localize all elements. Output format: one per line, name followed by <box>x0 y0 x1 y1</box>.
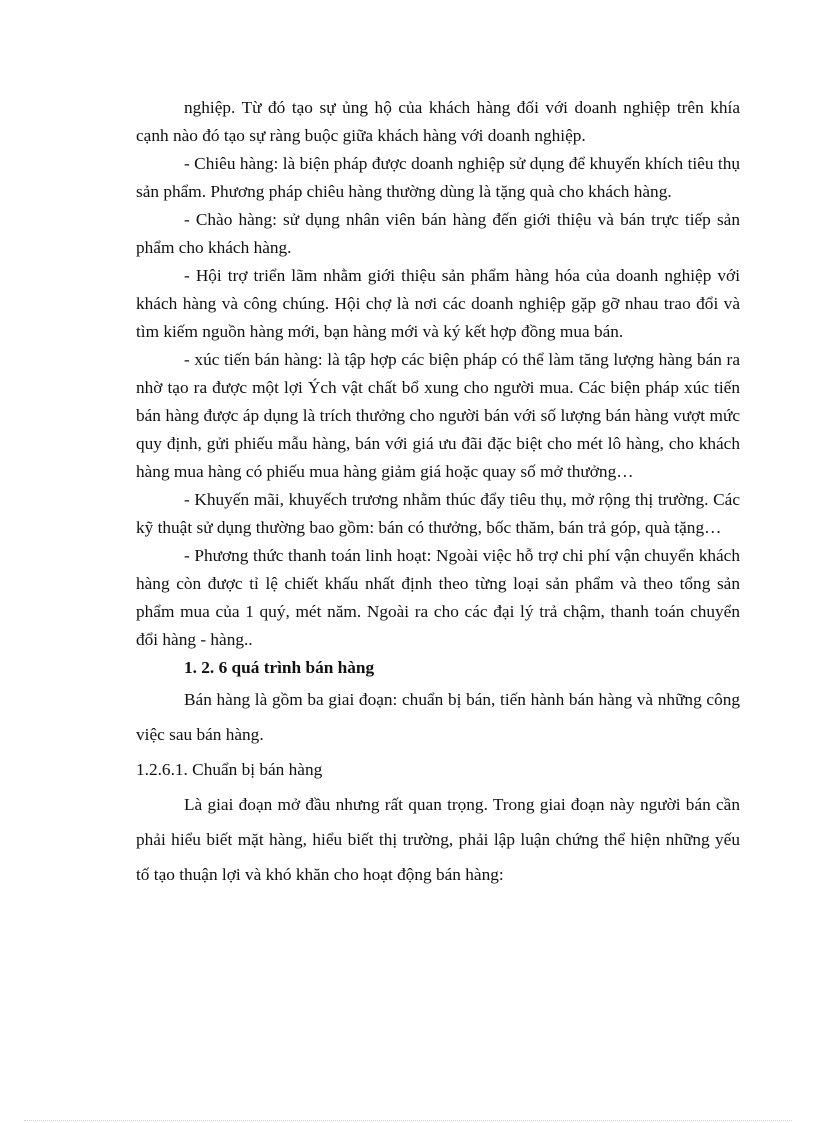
section-heading: 1. 2. 6 quá trình bán hàng <box>184 658 375 677</box>
paragraph-khuyen-mai: - Khuyến mãi, khuyếch trương nhằm thúc đẩy tiêu thụ, mở rộng thị trường. Các kỹ thuật sử dụng thường bao gồm: bán có thưởng, bốc thăm, bán trả góp, quà tặng… <box>136 490 740 537</box>
subsection-body: Là giai đoạn mở đầu nhưng rất quan trọng. Trong giai đoạn này người bán cần phải hiểu biết mặt hàng, hiểu biết thị trường, phải lập luận chứng thể hiện những yếu tố tạo thuận lợi và khó khăn cho hoạt động bán hàng: <box>136 795 740 884</box>
subsection-heading: 1.2.6.1. Chuẩn bị bán hàng <box>136 760 323 779</box>
paragraph-chieu-hang: - Chiêu hàng: là biện pháp được doanh nghiệp sử dụng để khuyến khích tiêu thụ sản phẩm. Phương pháp chiêu hàng thường dùng là tặng quà cho khách hàng. <box>136 154 740 201</box>
page-bottom-divider <box>24 1120 792 1121</box>
paragraph-hoi-tro-trien-lam: - Hội trợ triển lãm nhằm giới thiệu sản phẩm hàng hóa của doanh nghiệp với khách hàng và công chúng. Hội chợ là nơi các doanh nghiệp gặp gỡ nhau trao đổi và tìm kiếm nguồn hàng mới, bạn hàng mới và ký kết hợp đồng mua bán. <box>136 266 740 341</box>
section-intro: Bán hàng là gồm ba giai đoạn: chuẩn bị bán, tiến hành bán hàng và những công việc sau bán hàng. <box>136 690 740 744</box>
paragraph-phuong-thuc-thanh-toan: - Phương thức thanh toán linh hoạt: Ngoài việc hỗ trợ chi phí vận chuyển khách hàng còn được tỉ lệ chiết khấu nhất định theo từng loại sản phẩm và theo tổng sản phẩm mua của 1 quý, mét năm. Ngoài ra cho các đại lý trả chậm, thanh toán chuyển đổi hàng - hàng.. <box>136 546 740 649</box>
paragraph-chao-hang: - Chào hàng: sử dụng nhân viên bán hàng đến giới thiệu và bán trực tiếp sản phẩm cho khách hàng. <box>136 210 740 257</box>
page-content <box>136 94 740 892</box>
paragraph-xuc-tien-ban-hang: - xúc tiến bán hàng: là tập hợp các biện pháp có thể làm tăng lượng hàng bán ra nhờ tạo ra được một lợi Ých vật chất bổ xung cho người mua. Các biện pháp xúc tiến bán hàng được áp dụng là trích thưởng cho người bán với số lượng bán hàng vượt mức quy định, gửi phiếu mẫu hàng, bán với giá ưu đãi đặc biệt cho mét lô hàng, cho khách hàng mua hàng có phiếu mua hàng giảm giá hoặc quay số mở thưởng… <box>136 350 740 481</box>
paragraph-continuation: nghiệp. Từ đó tạo sự ủng hộ của khách hàng đối với doanh nghiệp trên khía cạnh nào đó tạo sự ràng buộc giữa khách hàng với doanh nghiệp. <box>136 98 740 145</box>
